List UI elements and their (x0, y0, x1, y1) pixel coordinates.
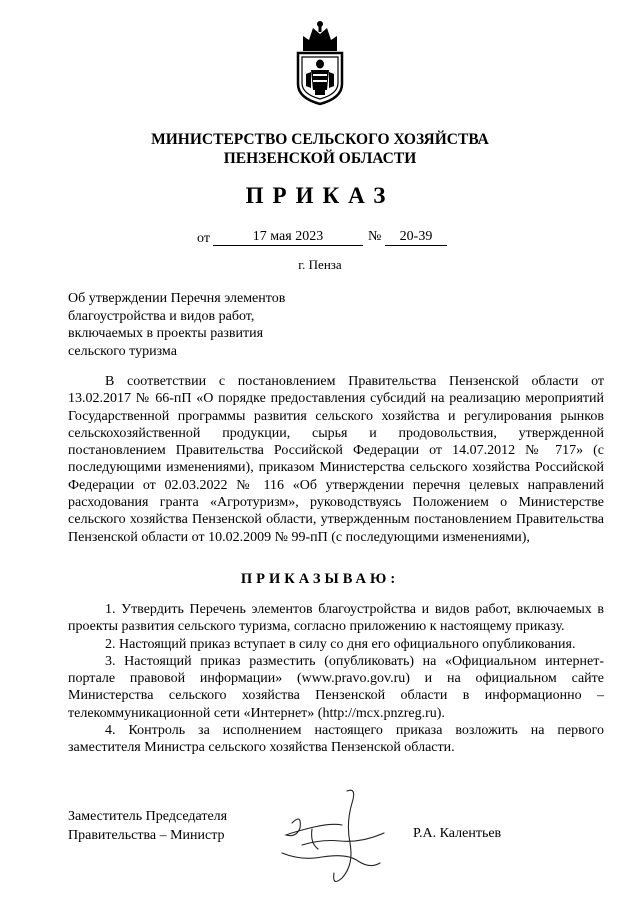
subject-line: сельского туризма (68, 343, 177, 359)
signer-name: Р.А. Калентьев (413, 826, 502, 841)
order-item: 3. Настоящий приказ разместить (опубликовать) на «Официальном интернет-портале правовой информации» (www.pravo.gov.ru) и на официальном сайте Министерства сельского хозяйства Пензенской области в информационно – телекоммуникационной сети «Интернет» (http://mcx.pnzreg.ru). (68, 653, 604, 721)
ministry-name-line-2: ПЕНЗЕНСКОЙ ОБЛАСТИ (223, 150, 417, 167)
order-subject (68, 290, 328, 360)
subject-line: включаемых в проекты развития (68, 326, 264, 341)
date-number-line (0, 229, 640, 249)
handwritten-signature (262, 783, 402, 893)
document-number: 20-39 (385, 229, 447, 246)
order-item: 2. Настоящий приказ вступает в силу со дня его официального опубликования. (105, 636, 576, 652)
order-items (68, 601, 604, 757)
document-type-title: ПРИКАЗ (245, 183, 395, 208)
signer-position-line-1: Заместитель Председателя (68, 809, 228, 824)
order-word: ПРИКАЗЫВАЮ: (240, 571, 400, 587)
coat-of-arms-icon (293, 18, 347, 106)
date-prefix: от (197, 231, 210, 246)
subject-line: благоустройства и видов работ, (68, 308, 255, 324)
city-name: г. Пенза (298, 257, 342, 272)
preamble-paragraph: В соответствии с постановлением Правительства Пензенской области от 13.02.2017 № 66-пП «О порядке предоставления субсидий на реализацию мероприятий Государственной программы развития сельского хозяйства и регулирования рынков сельскохозяйственной продукции, сырья и продовольствия, утвержденной постановлением Правительства Российской Федерации от 14.07.2012 № 717» (с последующими изменениями), приказом Министерства сельского хозяйства Российской Федерации от 02.03.2022 № 116 «Об утверждении перечня целевых направлений расходования гранта «Агротуризм», руководствуясь Положением о Министерстве сельского хозяйства Пензенской области, утвержденным постановлением Правительства Пензенской области от 10.02.2009 № 99-пП (с последующими изменениями), (68, 374, 604, 545)
ministry-name-line-1: МИНИСТЕРСТВО СЕЛЬСКОГО ХОЗЯЙСТВА (151, 131, 489, 148)
subject-line: Об утверждении Перечня элементов (68, 291, 286, 306)
document-date: 17 мая 2023 (213, 229, 363, 246)
order-item: 4. Контроль за исполнением настоящего приказа возложить на первого заместителя Министра сельского хозяйства Пензенской области. (68, 723, 604, 756)
order-item: 1. Утвердить Перечень элементов благоустройства и видов работ, включаемых в проекты развития сельского туризма, согласно приложению к настоящему приказу. (68, 602, 604, 635)
signer-position-line-2: Правительства – Министр (68, 828, 225, 843)
number-sign: № (368, 229, 382, 244)
signer-position (68, 807, 227, 845)
